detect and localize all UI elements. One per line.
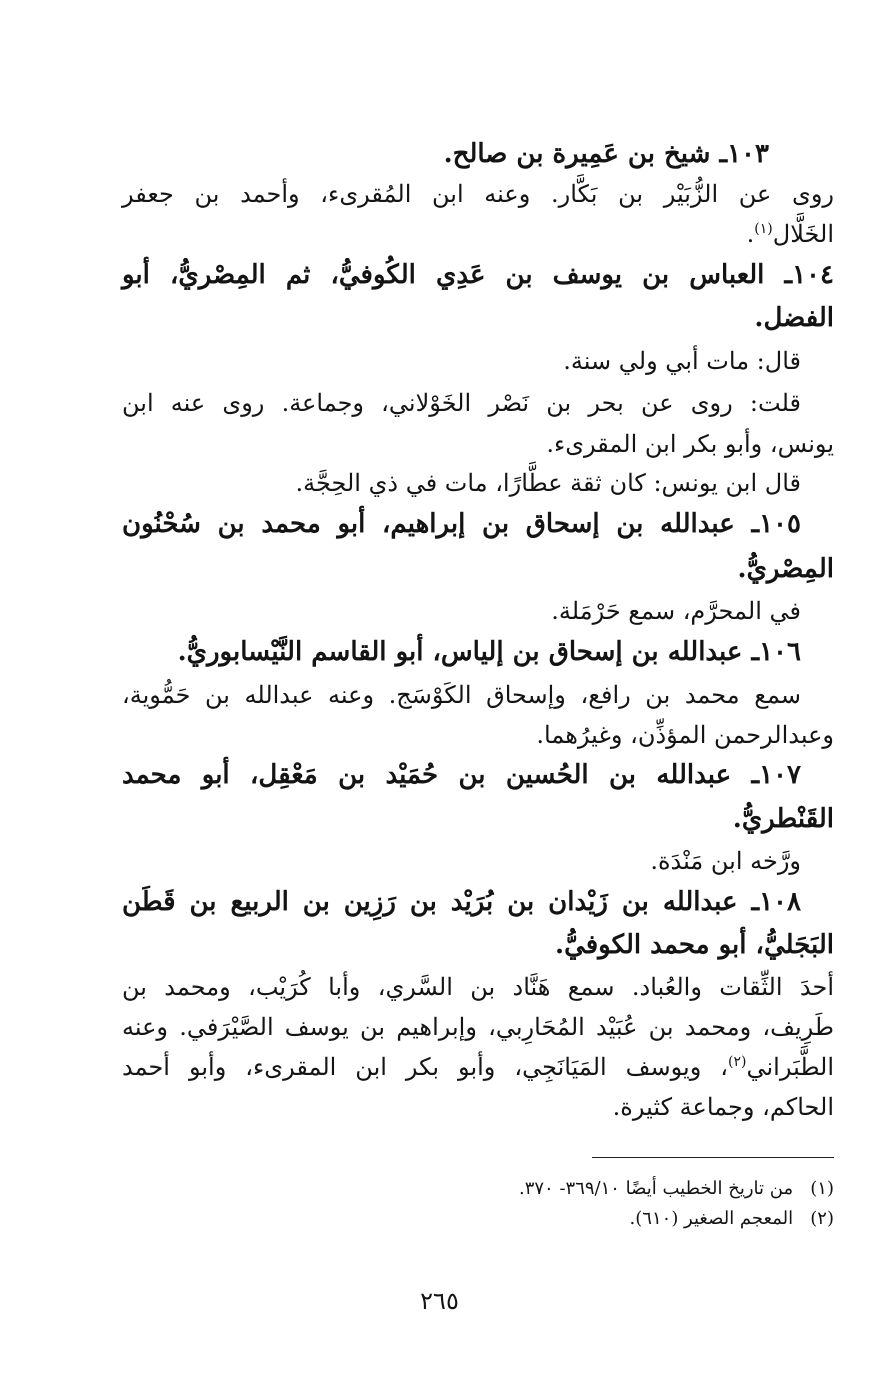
entry-108-body-text: الطَّبَراني [746, 1053, 834, 1081]
entry-104-heading: ١٠٤ـ العباس بن يوسف بن عَدِي الكُوفيُّ، ثم المِصْريُّ، أبو [122, 260, 834, 290]
entry-108-heading-cont: البَجَليُّ، أبو محمد الكوفيُّ. [555, 930, 834, 960]
entry-103-line-end: . [746, 220, 755, 248]
entry-103-body-line: روى عن الزُّبَيْر بن بَكَّار. وعنه ابن المُقرىء، وأحمد بن جعفر [122, 180, 834, 208]
entry-108-body-line [122, 1047, 834, 1087]
footnote-2 [630, 1205, 834, 1233]
entry-107-heading: ١٠٧ـ عبدالله بن الحُسين بن حُمَيْد بن مَعْقِل، أبو محمد [122, 760, 801, 790]
entry-105-body-line: في المحرَّم، سمع حَرْمَلة. [551, 597, 801, 625]
entry-103-body-text: الخَلَّال [772, 220, 834, 248]
entry-108-heading: ١٠٨ـ عبدالله بن زَيْدان بن بُرَيْد بن رَزِين بن الربيع بن قَطَن [122, 887, 801, 917]
footnote-2-mark: (٢) [810, 1208, 834, 1229]
footnote-marker: (٢) [728, 1054, 747, 1070]
footnote-1 [519, 1175, 834, 1203]
entry-106-body-line: وعبدالرحمن المؤذِّن، وغيرُهما. [536, 721, 834, 749]
entry-104-body-line: قلت: روى عن بحر بن نَصْر الخَوْلاني، وجماعة. روى عنه ابن [122, 389, 801, 417]
entry-106-heading: ١٠٦ـ عبدالله بن إسحاق بن إلياس، أبو القاسم النَّيْسابوريُّ. [177, 637, 801, 667]
footnote-marker: (١) [754, 221, 773, 237]
entry-104-heading-cont: الفضل. [754, 303, 834, 333]
entry-103-body-line [747, 214, 834, 254]
page-number: ٢٦٥ [420, 1287, 459, 1315]
entry-106-body-line: سمع محمد بن رافع، وإسحاق الكَوْسَج. وعنه عبدالله بن حَمُّوية، [122, 681, 801, 709]
footnote-1-mark: (١) [810, 1178, 834, 1199]
entry-103-heading: ١٠٣ـ شيخ بن عَمِيرة بن صالح. [443, 139, 769, 169]
footnote-2-text: المعجم الصغير (٦١٠). [629, 1208, 794, 1229]
entry-108-body-text: ، ويوسف المَيَانَجِي، وأبو بكر ابن المقرىء، وأبو أحمد [122, 1053, 729, 1081]
entry-107-body-line: ورَّخه ابن مَنْدَة. [650, 847, 801, 875]
entry-107-heading-cont: القَنْطريُّ. [732, 804, 834, 834]
entry-108-body-line: أحدَ الثِّقات والعُباد. سمع هَنَّاد بن السَّري، وأبا كُرَيْب، ومحمد بن [122, 973, 834, 1001]
footnote-1-text: من تاريخ الخطيب أيضًا ٣٦٩/١٠- ٣٧٠. [518, 1178, 794, 1199]
entry-108-body-line: الحاكم، وجماعة كثيرة. [612, 1093, 834, 1121]
entry-104-body-line: قال: مات أبي ولي سنة. [563, 347, 801, 375]
footnote-separator [592, 1157, 834, 1158]
entry-105-heading-cont: المِصْريُّ. [737, 554, 834, 584]
entry-104-body-line: قال ابن يونس: كان ثقة عطَّارًا، مات في ذي الحِجَّة. [295, 469, 801, 497]
entry-104-body-line: يونس، وأبو بكر ابن المقرىء. [546, 430, 834, 458]
entry-108-body-line: طَرِيف، ومحمد بن عُبَيْد المُحَارِبي، وإبراهيم بن يوسف الصَّيْرَفي. وعنه [122, 1013, 834, 1041]
entry-105-heading: ١٠٥ـ عبدالله بن إسحاق بن إبراهيم، أبو محمد بن سُحْنُون [122, 509, 801, 539]
